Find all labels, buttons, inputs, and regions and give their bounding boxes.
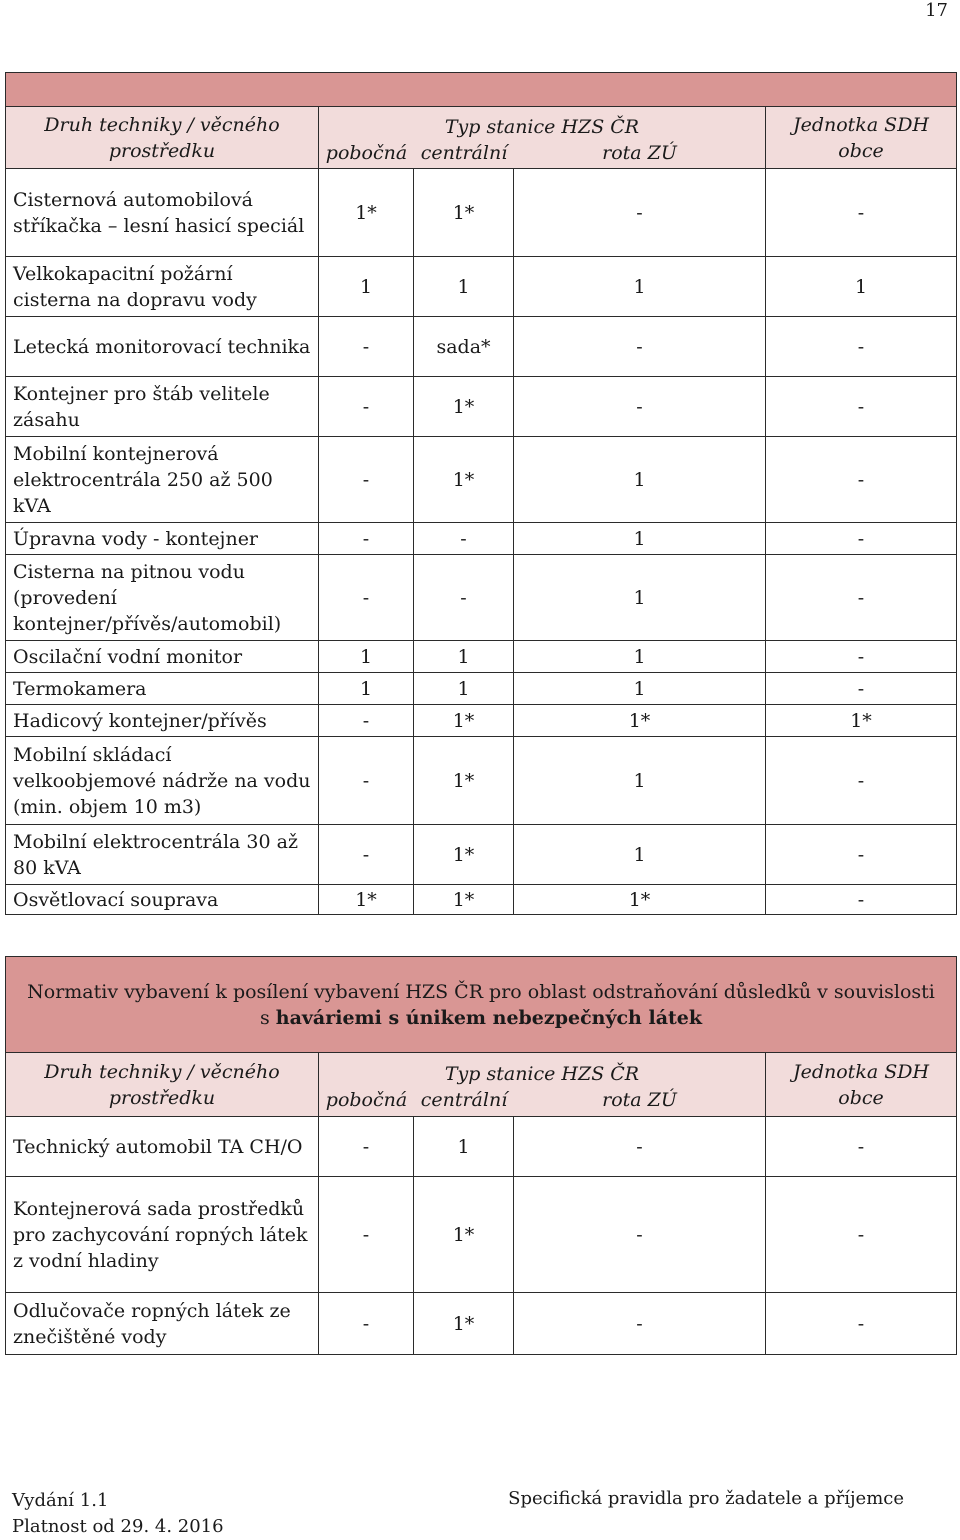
cell-rota: - xyxy=(514,1293,766,1355)
section-2-title-bold: haváriemi s únikem nebezpečných látek xyxy=(275,1006,703,1029)
row-name: Kontejner pro štáb velitele zásahu xyxy=(6,377,319,437)
row-name: Osvětlovací souprava xyxy=(6,885,319,915)
cell-pobocna: 1* xyxy=(319,885,414,915)
cell-sdh: - xyxy=(766,377,957,437)
cell-centralni: 1* xyxy=(414,169,514,257)
table-row xyxy=(6,705,957,737)
footer-edition: Vydání 1.1 xyxy=(12,1490,109,1511)
header-centralni: centrální xyxy=(420,141,508,164)
cell-rota: 1 xyxy=(514,737,766,825)
header-station: Typ stanice HZS ČR xyxy=(444,115,640,138)
cell-sdh: - xyxy=(766,555,957,641)
header-station-2: Typ stanice HZS ČR xyxy=(444,1062,640,1085)
row-name: Odlučovače ropných látek ze znečištěné vody xyxy=(6,1293,319,1355)
header-sdh-2: Jednotka SDH obce xyxy=(766,1053,957,1117)
cell-rota: 1 xyxy=(514,555,766,641)
cell-pobocna: 1 xyxy=(319,257,414,317)
table-row xyxy=(6,377,957,437)
table-row xyxy=(6,641,957,673)
cell-sdh: - xyxy=(766,317,957,377)
row-name: Cisterna na pitnou vodu (provedení kontejner/přívěs/automobil) xyxy=(6,555,319,641)
table-row xyxy=(6,1117,957,1177)
header-centralni-2: centrální xyxy=(420,1088,508,1111)
cell-rota: 1 xyxy=(514,673,766,705)
cell-pobocna: - xyxy=(319,1177,414,1293)
table-row xyxy=(6,437,957,523)
cell-rota: - xyxy=(514,1117,766,1177)
cell-centralni: - xyxy=(414,523,514,555)
cell-pobocna: 1* xyxy=(319,169,414,257)
cell-rota: - xyxy=(514,317,766,377)
cell-pobocna: - xyxy=(319,825,414,885)
cell-pobocna: - xyxy=(319,555,414,641)
table-row xyxy=(6,555,957,641)
header-sdh: Jednotka SDH obce xyxy=(766,107,957,169)
cell-pobocna: - xyxy=(319,737,414,825)
cell-centralni: 1 xyxy=(414,1117,514,1177)
footer-left xyxy=(12,1488,224,1540)
cell-rota: 1 xyxy=(514,523,766,555)
table-row xyxy=(6,673,957,705)
header-rota-2: rota ZÚ xyxy=(602,1088,677,1111)
footer-title: Specifická pravidla pro žadatele a příjemce xyxy=(508,1488,904,1509)
cell-pobocna: - xyxy=(319,437,414,523)
row-name: Velkokapacitní požární cisterna na dopravu vody xyxy=(6,257,319,317)
header-pobocna-2: pobočná xyxy=(325,1088,408,1111)
row-name: Mobilní skládací velkoobjemové nádrže na vodu (min. objem 10 m3) xyxy=(6,737,319,825)
row-name: Technický automobil TA CH/O xyxy=(6,1117,319,1177)
cell-pobocna: - xyxy=(319,705,414,737)
cell-sdh: - xyxy=(766,1117,957,1177)
header-station-group xyxy=(319,107,766,169)
cell-centralni: 1* xyxy=(414,705,514,737)
table-top-band xyxy=(6,73,957,107)
cell-sdh: - xyxy=(766,523,957,555)
cell-rota: 1* xyxy=(514,885,766,915)
cell-rota: 1 xyxy=(514,437,766,523)
table-row xyxy=(6,825,957,885)
row-name: Termokamera xyxy=(6,673,319,705)
cell-centralni: 1 xyxy=(414,257,514,317)
cell-sdh: - xyxy=(766,169,957,257)
cell-centralni: 1* xyxy=(414,885,514,915)
row-name: Hadicový kontejner/přívěs xyxy=(6,705,319,737)
cell-pobocna: 1 xyxy=(319,641,414,673)
cell-centralni: 1* xyxy=(414,825,514,885)
cell-centralni: 1* xyxy=(414,1177,514,1293)
cell-pobocna: - xyxy=(319,523,414,555)
cell-rota: 1 xyxy=(514,825,766,885)
header-station-group-2 xyxy=(319,1053,766,1117)
cell-rota: - xyxy=(514,169,766,257)
cell-sdh: - xyxy=(766,1177,957,1293)
cell-sdh: - xyxy=(766,825,957,885)
header-type: Druh techniky / věcného prostředku xyxy=(6,107,319,169)
cell-sdh: - xyxy=(766,885,957,915)
cell-pobocna: - xyxy=(319,1117,414,1177)
table-row xyxy=(6,257,957,317)
cell-rota: - xyxy=(514,1177,766,1293)
cell-sdh: - xyxy=(766,673,957,705)
equipment-table-1 xyxy=(5,72,957,915)
row-name: Cisternová automobilová stříkačka – lesní hasicí speciál xyxy=(6,169,319,257)
header-pobocna: pobočná xyxy=(325,141,408,164)
cell-rota: 1 xyxy=(514,641,766,673)
cell-sdh: - xyxy=(766,737,957,825)
cell-centralni: 1* xyxy=(414,437,514,523)
cell-centralni: 1 xyxy=(414,673,514,705)
table-row xyxy=(6,1177,957,1293)
row-name: Oscilační vodní monitor xyxy=(6,641,319,673)
cell-sdh: 1 xyxy=(766,257,957,317)
table-1-body xyxy=(6,169,957,915)
table-row xyxy=(6,317,957,377)
cell-rota: 1* xyxy=(514,705,766,737)
footer-validity: Platnost od 29. 4. 2016 xyxy=(12,1516,224,1537)
cell-centralni: 1 xyxy=(414,641,514,673)
row-name: Kontejnerová sada prostředků pro zachycování ropných látek z vodní hladiny xyxy=(6,1177,319,1293)
cell-sdh: - xyxy=(766,437,957,523)
table-2-body xyxy=(6,1117,957,1355)
header-type-2: Druh techniky / věcného prostředku xyxy=(6,1053,319,1117)
cell-pobocna: 1 xyxy=(319,673,414,705)
cell-centralni: sada* xyxy=(414,317,514,377)
cell-sdh: - xyxy=(766,641,957,673)
table-row xyxy=(6,885,957,915)
cell-pobocna: - xyxy=(319,377,414,437)
table-row xyxy=(6,737,957,825)
header-rota: rota ZÚ xyxy=(602,141,677,164)
cell-pobocna: - xyxy=(319,1293,414,1355)
row-name: Mobilní elektrocentrála 30 až 80 kVA xyxy=(6,825,319,885)
page-number: 17 xyxy=(925,0,948,21)
table-row xyxy=(6,523,957,555)
cell-rota: - xyxy=(514,377,766,437)
section-2-title-prefix: Normativ vybavení k posílení vybavení HZS ČR pro oblast odstraňování důsledků v souvislosti s xyxy=(27,980,935,1029)
row-name: Mobilní kontejnerová elektrocentrála 250 až 500 kVA xyxy=(6,437,319,523)
cell-centralni: - xyxy=(414,555,514,641)
cell-sdh: - xyxy=(766,1293,957,1355)
cell-centralni: 1* xyxy=(414,377,514,437)
equipment-table-2 xyxy=(5,956,957,1355)
table-row xyxy=(6,1293,957,1355)
row-name: Úpravna vody - kontejner xyxy=(6,523,319,555)
cell-pobocna: - xyxy=(319,317,414,377)
cell-centralni: 1* xyxy=(414,1293,514,1355)
row-name: Letecká monitorovací technika xyxy=(6,317,319,377)
cell-sdh: 1* xyxy=(766,705,957,737)
table-row xyxy=(6,169,957,257)
cell-rota: 1 xyxy=(514,257,766,317)
cell-centralni: 1* xyxy=(414,737,514,825)
section-2-title xyxy=(6,957,957,1053)
